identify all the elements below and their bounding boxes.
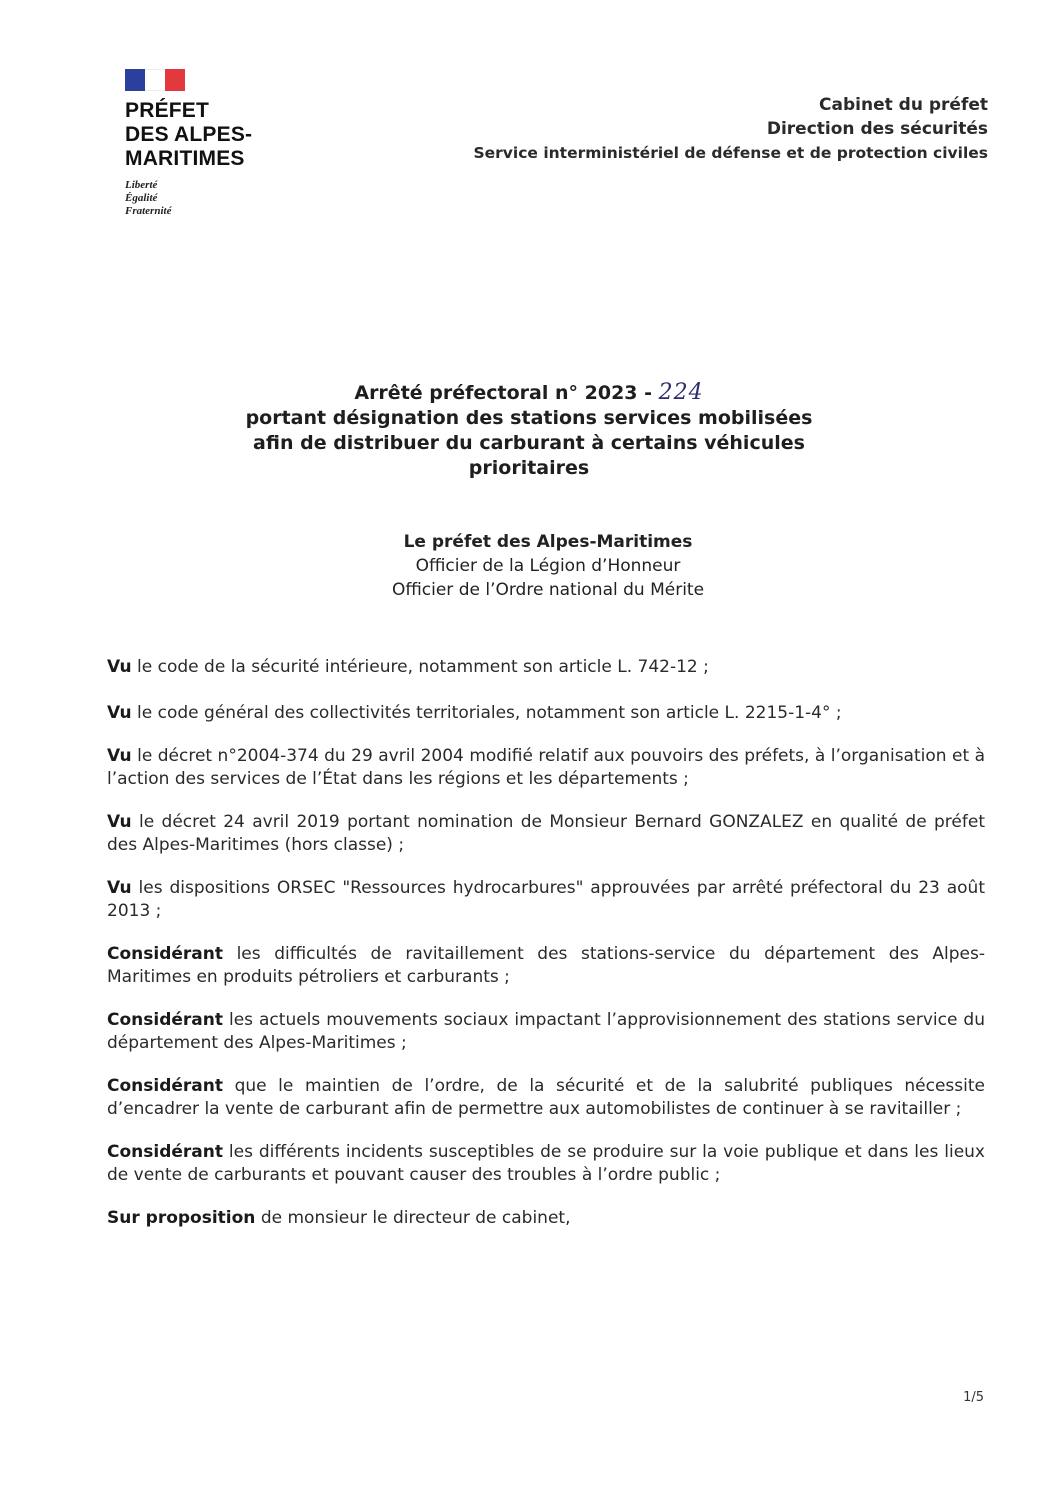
paragraph-considerant-4 <box>107 1141 985 1187</box>
prefecture-logo <box>125 69 285 218</box>
paragraph-text: le décret n°2004-374 du 29 avril 2004 modifié relatif aux pouvoirs des préfets, à l’organisation et à l’action des services de l’État dans les régions et les départements ; <box>107 746 985 789</box>
paragraph-considerant-1 <box>107 943 985 989</box>
paragraph-lead: Considérant <box>107 1010 223 1030</box>
paragraph-vu-3 <box>107 745 985 791</box>
flag-red-band <box>165 69 185 91</box>
paragraph-lead: Vu <box>107 812 132 832</box>
motto-fraternite: Fraternité <box>125 205 172 217</box>
paragraph-text: de monsieur le directeur de cabinet, <box>255 1208 571 1228</box>
paragraph-considerant-3 <box>107 1075 985 1121</box>
paragraph-text: que le maintien de l’ordre, de la sécurité et de la salubrité publiques nécessite d’encadrer la vente de carburant afin de permettre aux automobilistes de continuer à se ravitailler ; <box>107 1076 985 1119</box>
republic-motto <box>125 179 285 218</box>
title-line-4: prioritaires <box>468 457 590 479</box>
paragraph-vu-2 <box>107 702 985 725</box>
paragraph-lead: Vu <box>107 703 132 723</box>
logo-title <box>125 99 285 171</box>
prefect-title-1: Officier de la Légion d’Honneur <box>415 556 681 576</box>
flag-blue-band <box>125 69 145 91</box>
page-number: 1/5 <box>963 1390 984 1405</box>
paragraph-lead: Considérant <box>107 944 223 964</box>
logo-line-2: DES ALPES- <box>125 123 253 146</box>
marianne-flag-icon <box>125 69 185 91</box>
paragraph-vu-1 <box>107 656 985 679</box>
paragraph-text: le code général des collectivités territoriales, notamment son article L. 2215-1-4° ; <box>131 703 842 723</box>
prefect-title-2: Officier de l’Ordre national du Mérite <box>391 580 705 600</box>
header-service: Service interministériel de défense et de protection civiles <box>473 144 988 162</box>
service-header <box>473 93 988 165</box>
paragraph-vu-5 <box>107 877 985 923</box>
handwritten-decree-number: 224 <box>658 380 704 405</box>
paragraph-text: le décret 24 avril 2019 portant nomination de Monsieur Bernard GONZALEZ en qualité de préfet des Alpes-Maritimes (hors classe) ; <box>107 812 985 855</box>
paragraph-lead: Vu <box>107 746 132 766</box>
paragraph-lead: Vu <box>107 657 132 677</box>
paragraph-lead: Considérant <box>107 1076 223 1096</box>
title-line-3: afin de distribuer du carburant à certains véhicules <box>253 432 805 454</box>
paragraph-text: le code de la sécurité intérieure, notamment son article L. 742-12 ; <box>131 657 709 677</box>
motto-egalite: Égalité <box>125 192 158 204</box>
paragraph-text: les actuels mouvements sociaux impactant l’approvisionnement des stations service du département des Alpes-Maritimes ; <box>107 1010 985 1053</box>
motto-liberte: Liberté <box>125 179 158 191</box>
paragraph-text: les difficultés de ravitaillement des stations-service du département des Alpes-Maritimes en produits pétroliers et carburants ; <box>107 944 985 987</box>
logo-line-1: PRÉFET <box>125 99 210 122</box>
header-cabinet: Cabinet du préfet <box>819 95 988 115</box>
logo-line-3: MARITIMES <box>125 147 245 170</box>
header-direction: Direction des sécurités <box>766 119 988 139</box>
prefect-name: Le préfet des Alpes-Maritimes <box>403 532 693 552</box>
title-line-2: portant désignation des stations services mobilisées <box>245 407 813 429</box>
paragraph-lead: Considérant <box>107 1142 223 1162</box>
paragraph-sur-proposition <box>107 1207 985 1230</box>
paragraph-lead: Sur proposition <box>107 1208 256 1228</box>
decree-title <box>0 380 1058 481</box>
paragraph-considerant-2 <box>107 1009 985 1055</box>
paragraph-text: les dispositions ORSEC "Ressources hydrocarbures" approuvées par arrêté préfectoral du 23 août 2013 ; <box>107 878 985 921</box>
paragraph-vu-4 <box>107 811 985 857</box>
flag-white-band <box>145 69 165 91</box>
decree-body <box>107 656 985 1230</box>
prefect-identity <box>0 530 1058 602</box>
paragraph-text: les différents incidents susceptibles de se produire sur la voie publique et dans les lieux de vente de carburants et pouvant causer des troubles à l’ordre public ; <box>107 1142 985 1185</box>
title-prefix: Arrêté préfectoral n° 2023 - <box>354 382 659 404</box>
paragraph-lead: Vu <box>107 878 132 898</box>
title-line-1 <box>0 380 1058 406</box>
